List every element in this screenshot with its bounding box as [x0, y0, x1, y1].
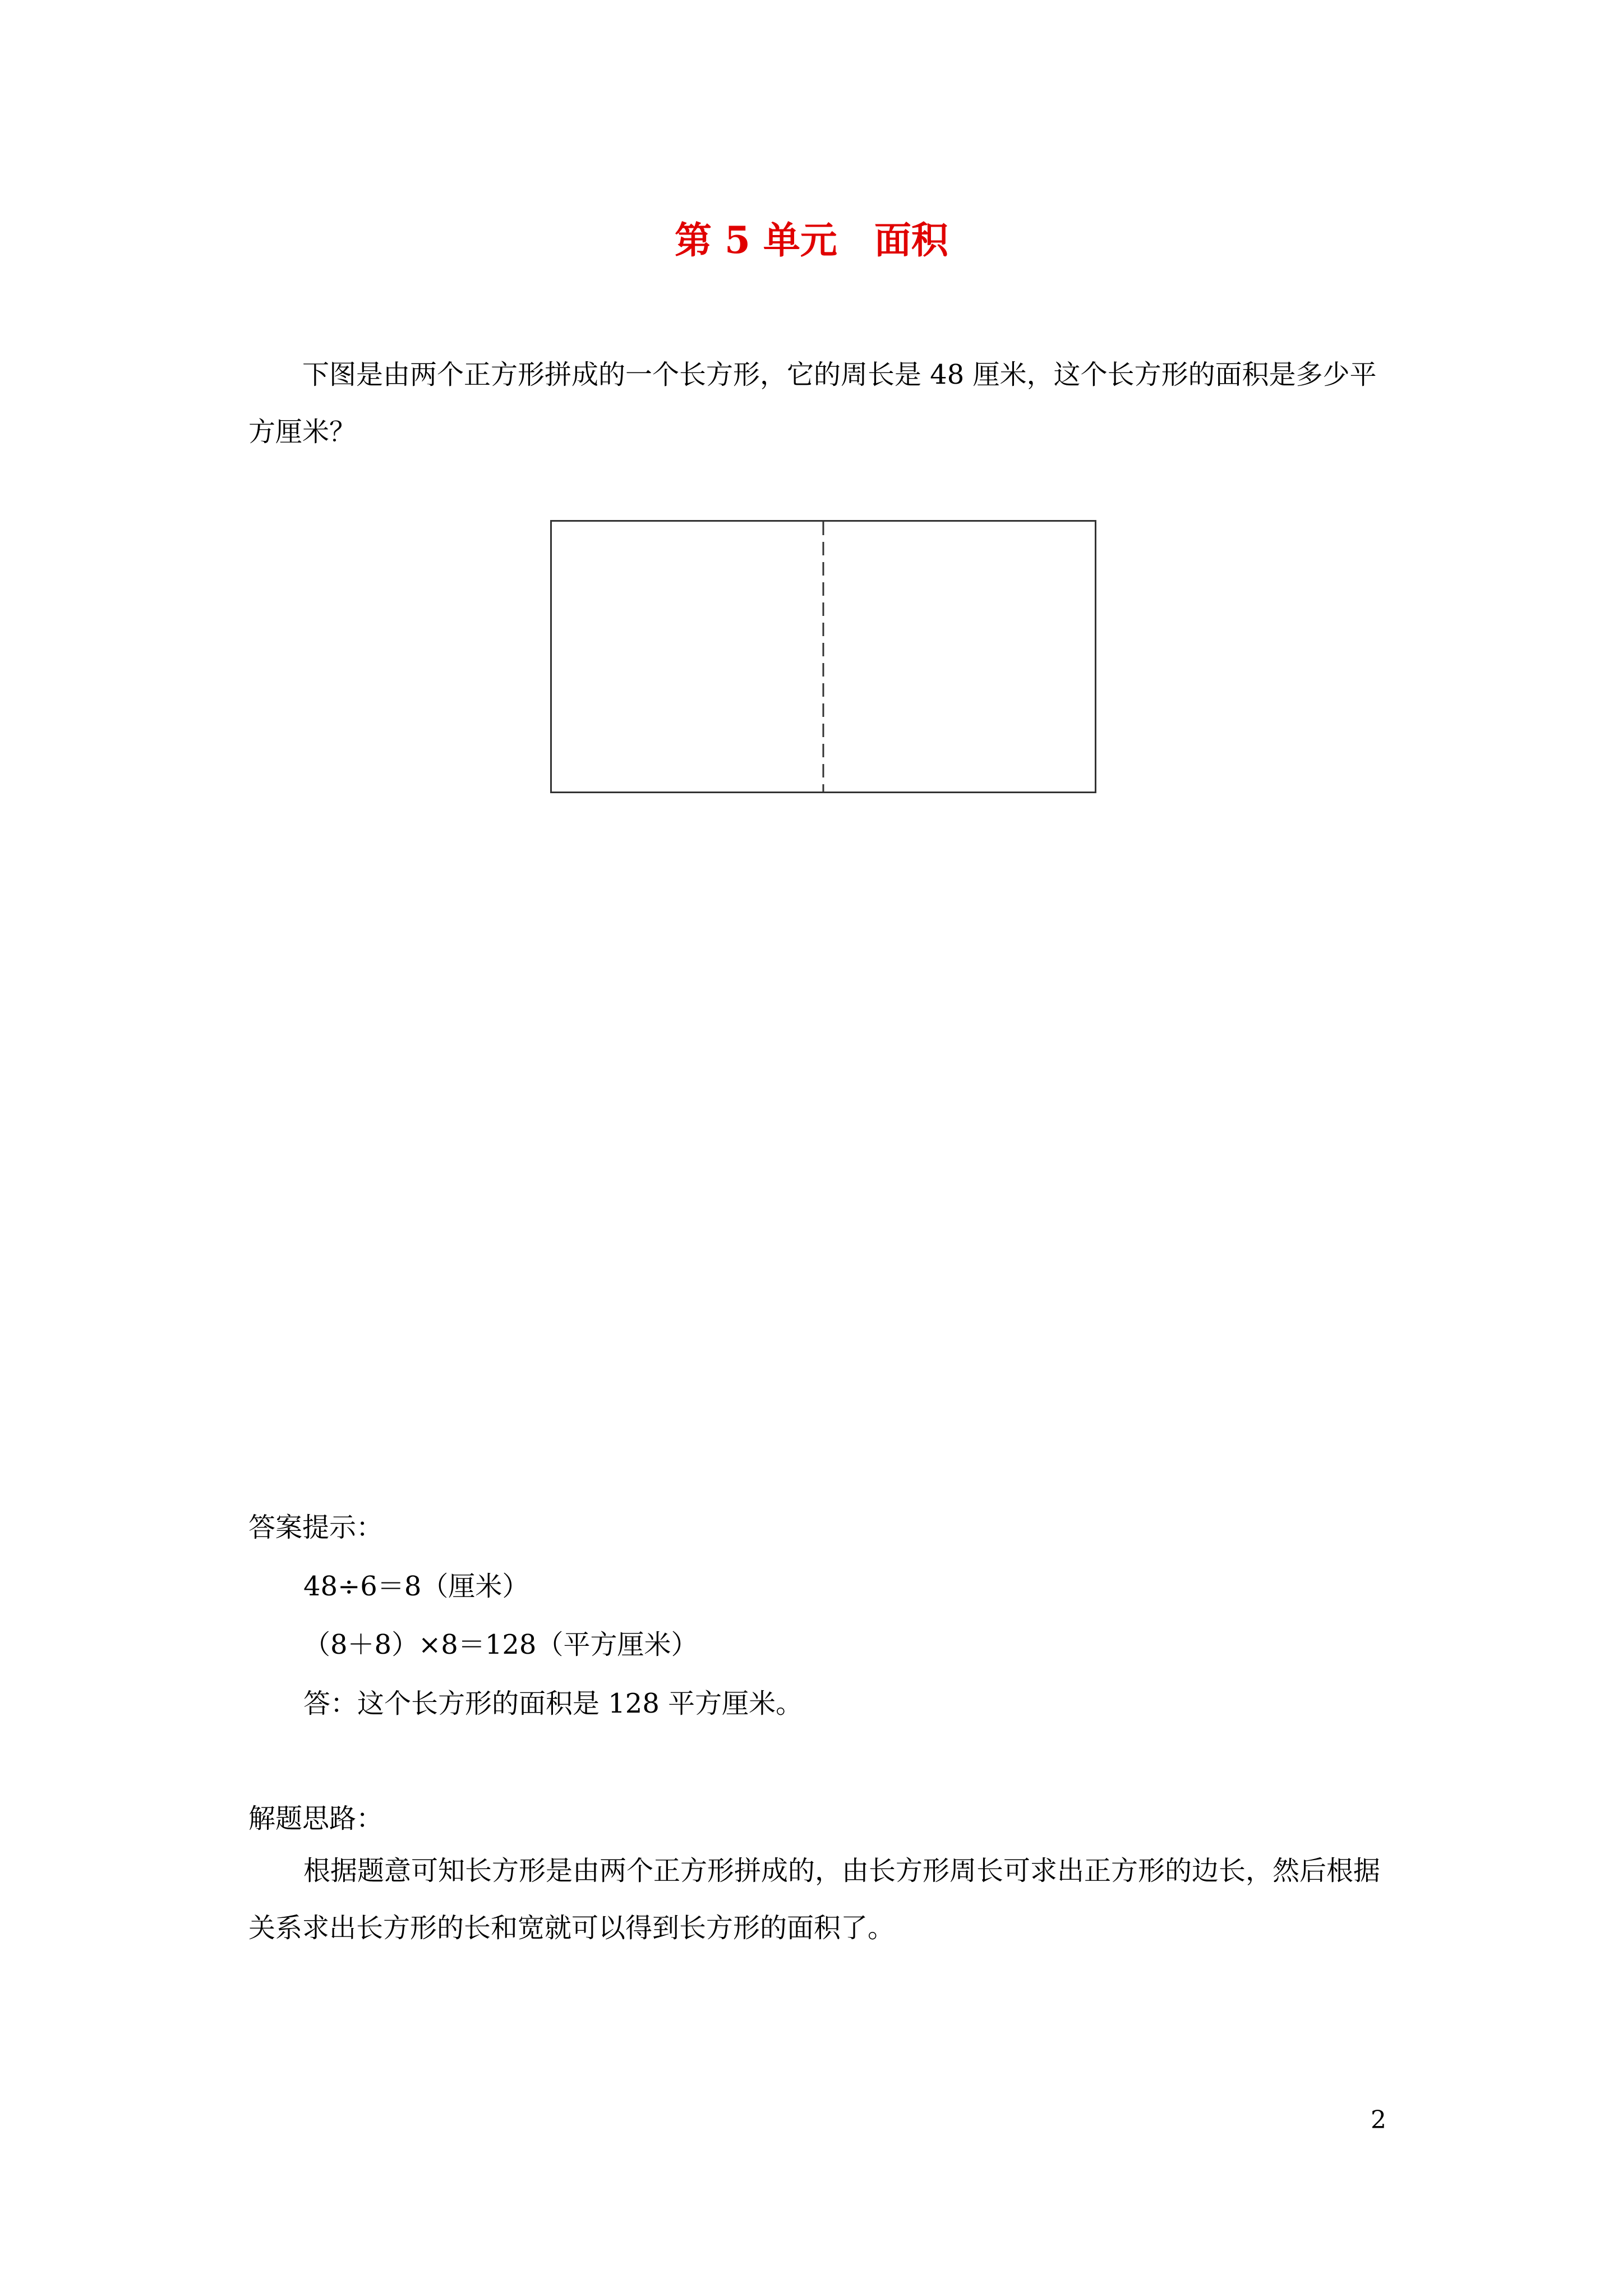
reasoning-heading: 解题思路：	[248, 1803, 384, 1834]
answer-line-2: （8＋8）×8＝128（平方厘米）	[303, 1629, 698, 1660]
page-title: 第 5 单元 面积	[675, 218, 948, 262]
rectangle-figure	[550, 520, 1096, 793]
reasoning-text: 根据题意可知长方形是由两个正方形拼成的，由长方形周长可求出正方形的边长，然后根据关系求出长方形的长和宽就可以得到长方形的面积了。	[248, 1855, 1381, 1944]
answer-line-3: 答：这个长方形的面积是 128 平方厘米。	[303, 1688, 803, 1719]
page-number: 2	[1371, 2106, 1386, 2134]
answer-line-1: 48÷6＝8（厘米）	[303, 1571, 529, 1602]
answer-heading: 答案提示：	[248, 1512, 384, 1543]
question-text: 下图是由两个正方形拼成的一个长方形，它的周长是 48 厘米，这个长方形的面积是多少平方厘米？	[248, 359, 1377, 448]
